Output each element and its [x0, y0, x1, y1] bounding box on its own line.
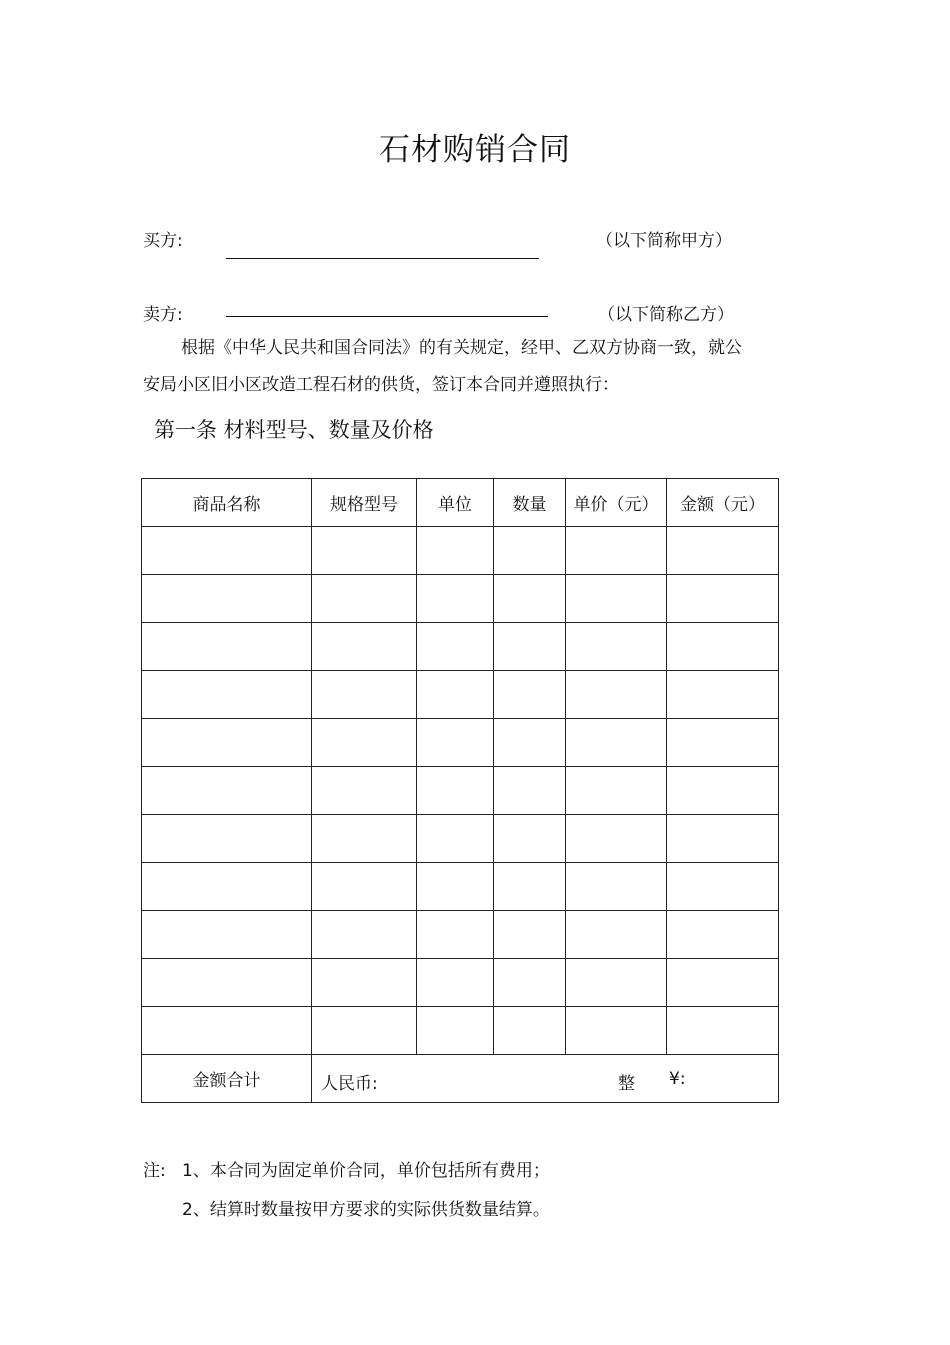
cell-unit[interactable] — [417, 767, 494, 815]
cell-unit[interactable] — [417, 911, 494, 959]
cell-unit-price[interactable] — [566, 863, 667, 911]
total-label: 金额合计 — [142, 1055, 312, 1103]
cell-product-name[interactable] — [142, 863, 312, 911]
cell-quantity[interactable] — [494, 575, 566, 623]
cell-product-name[interactable] — [142, 959, 312, 1007]
header-quantity: 数量 — [494, 479, 566, 527]
cell-spec-model[interactable] — [312, 815, 417, 863]
items-table — [141, 478, 779, 1103]
cell-amount[interactable] — [667, 911, 779, 959]
cell-spec-model[interactable] — [312, 623, 417, 671]
cell-product-name[interactable] — [142, 575, 312, 623]
cell-spec-model[interactable] — [312, 863, 417, 911]
seller-name-line[interactable] — [226, 316, 548, 317]
header-amount: 金额（元） — [667, 479, 779, 527]
table-row — [142, 863, 779, 911]
cell-amount[interactable] — [667, 671, 779, 719]
notes-prefix: 注: — [143, 1161, 166, 1181]
cell-quantity[interactable] — [494, 623, 566, 671]
buyer-note: （以下简称甲方） — [596, 231, 732, 251]
cell-unit[interactable] — [417, 671, 494, 719]
table-row — [142, 911, 779, 959]
header-spec-model: 规格型号 — [312, 479, 417, 527]
header-product-name: 商品名称 — [142, 479, 312, 527]
cell-spec-model[interactable] — [312, 959, 417, 1007]
cell-spec-model[interactable] — [312, 527, 417, 575]
cell-unit[interactable] — [417, 1007, 494, 1055]
table-row — [142, 623, 779, 671]
cell-quantity[interactable] — [494, 959, 566, 1007]
table-row — [142, 959, 779, 1007]
cell-amount[interactable] — [667, 527, 779, 575]
cell-quantity[interactable] — [494, 719, 566, 767]
table-row — [142, 815, 779, 863]
cell-spec-model[interactable] — [312, 1007, 417, 1055]
cell-product-name[interactable] — [142, 623, 312, 671]
rmb-label: 人民币: — [321, 1074, 378, 1094]
table-row — [142, 767, 779, 815]
note-item-1: 1、本合同为固定单价合同，单价包括所有费用； — [182, 1161, 550, 1181]
intro-line-2: 安局小区旧小区改造工程石材的供货，签订本合同并遵照执行： — [143, 375, 619, 395]
table-row — [142, 575, 779, 623]
cell-unit[interactable] — [417, 623, 494, 671]
cell-unit-price[interactable] — [566, 767, 667, 815]
total-row — [142, 1055, 779, 1103]
section-1-title: 第一条 材料型号、数量及价格 — [154, 418, 434, 442]
cell-product-name[interactable] — [142, 767, 312, 815]
cell-spec-model[interactable] — [312, 671, 417, 719]
cell-amount[interactable] — [667, 719, 779, 767]
cell-unit[interactable] — [417, 719, 494, 767]
table-row — [142, 671, 779, 719]
cell-quantity[interactable] — [494, 767, 566, 815]
cell-amount[interactable] — [667, 863, 779, 911]
cell-product-name[interactable] — [142, 815, 312, 863]
cell-quantity[interactable] — [494, 671, 566, 719]
cell-unit-price[interactable] — [566, 527, 667, 575]
cell-product-name[interactable] — [142, 1007, 312, 1055]
cell-unit-price[interactable] — [566, 1007, 667, 1055]
yen-label: ¥: — [669, 1069, 686, 1089]
table-row — [142, 1007, 779, 1055]
cell-spec-model[interactable] — [312, 575, 417, 623]
cell-product-name[interactable] — [142, 911, 312, 959]
note-item-2: 2、结算时数量按甲方要求的实际供货数量结算。 — [182, 1200, 550, 1220]
table-row — [142, 527, 779, 575]
cell-unit-price[interactable] — [566, 575, 667, 623]
cell-amount[interactable] — [667, 767, 779, 815]
buyer-name-line[interactable] — [226, 258, 539, 259]
cell-unit-price[interactable] — [566, 719, 667, 767]
cell-quantity[interactable] — [494, 911, 566, 959]
cell-quantity[interactable] — [494, 863, 566, 911]
cell-product-name[interactable] — [142, 527, 312, 575]
cell-spec-model[interactable] — [312, 911, 417, 959]
cell-unit-price[interactable] — [566, 671, 667, 719]
cell-unit[interactable] — [417, 527, 494, 575]
cell-amount[interactable] — [667, 959, 779, 1007]
cell-unit[interactable] — [417, 815, 494, 863]
cell-unit-price[interactable] — [566, 911, 667, 959]
table-row — [142, 719, 779, 767]
cell-amount[interactable] — [667, 815, 779, 863]
cell-quantity[interactable] — [494, 815, 566, 863]
cell-unit[interactable] — [417, 959, 494, 1007]
cell-quantity[interactable] — [494, 527, 566, 575]
header-unit-price: 单价（元） — [566, 479, 667, 527]
intro-line-1: 根据《中华人民共和国合同法》的有关规定，经甲、乙双方协商一致，就公 — [181, 338, 742, 358]
cell-unit-price[interactable] — [566, 959, 667, 1007]
cell-unit-price[interactable] — [566, 623, 667, 671]
cell-unit-price[interactable] — [566, 815, 667, 863]
cell-quantity[interactable] — [494, 1007, 566, 1055]
cell-product-name[interactable] — [142, 719, 312, 767]
header-unit: 单位 — [417, 479, 494, 527]
table-header-row — [142, 479, 779, 527]
cell-spec-model[interactable] — [312, 719, 417, 767]
seller-note: （以下简称乙方） — [598, 305, 734, 325]
cell-product-name[interactable] — [142, 671, 312, 719]
total-value-cell[interactable] — [312, 1055, 779, 1103]
cell-unit[interactable] — [417, 863, 494, 911]
zheng-label: 整 — [618, 1074, 635, 1094]
cell-unit[interactable] — [417, 575, 494, 623]
buyer-label: 买方: — [143, 231, 183, 251]
seller-label: 卖方: — [143, 305, 183, 325]
document-title: 石材购销合同 — [379, 132, 571, 168]
cell-spec-model[interactable] — [312, 767, 417, 815]
cell-amount[interactable] — [667, 575, 779, 623]
cell-amount[interactable] — [667, 623, 779, 671]
cell-amount[interactable] — [667, 1007, 779, 1055]
